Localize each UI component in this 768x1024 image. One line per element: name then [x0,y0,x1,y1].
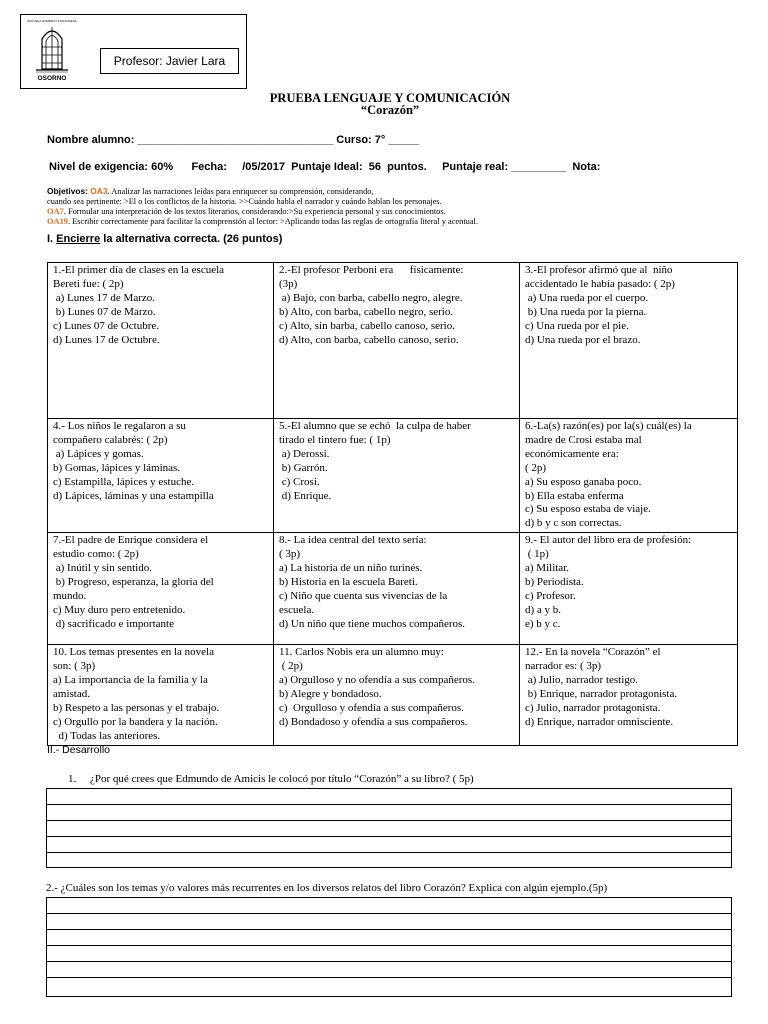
question-line: a) Lunes 17 de Marzo. [53,291,156,304]
question-line: (3p) [279,277,298,290]
question-cell [274,419,520,533]
question-cell [48,645,274,745]
question-line: b) Lunes 07 de Marzo. [53,305,156,318]
question-line: b) Una rueda por la pierna. [525,305,647,318]
answer-line [47,961,731,962]
oa3-code: OA3 [90,186,108,196]
question-line: estudio como: ( 2p) [53,548,139,561]
question-cell [520,263,738,419]
question-line: c) Orgullo por la bandera y la nación. [53,715,218,728]
question-cell [520,419,738,533]
question-line: d) a y b. [525,603,562,616]
question-line: d) Todas las anteriores. [53,729,161,742]
question-line: b) Respeto a las personas y el trabajo. [53,701,220,714]
question-line: narrador es: ( 3p) [525,660,602,673]
question-line: ( 2p) [279,660,303,673]
objectives-label: Objetivos: [47,186,91,196]
question-cell [520,645,738,745]
question-cell [274,645,520,745]
question-cell [48,533,274,645]
answer-line [47,977,731,978]
question-line: a) Bajo, con barba, cabello negro, alegre. [279,291,463,304]
question-line: a) Julio, narrador testigo. [525,674,639,687]
svg-text:ESCUELA HOMERO? FINLANDESA: ESCUELA HOMERO? FINLANDESA [27,19,77,23]
question-line: a) Lápices y gomas. [53,447,144,460]
question-line: económicamente era: [525,447,619,460]
answer-line [47,852,731,853]
question-line: ( 1p) [525,548,549,561]
question-text: 9.- El autor del libro era de profesión: [525,534,692,547]
question-cell [48,263,274,419]
question-line: c) Orgulloso y ofendía a sus compañeros. [279,701,464,714]
question-line: Bereti fue: ( 2p) [53,277,124,290]
question-cell [274,533,520,645]
question-line: a) Su esposo ganaba poco. [525,475,642,488]
question-line: b) Alegre y bondadoso. [279,687,382,700]
question-line: a) La historia de un niño turinés. [279,562,423,575]
oa7-code: OA7 [47,207,64,216]
question-line: d) Bondadoso y ofendía a sus compañeros. [279,715,468,728]
question-line: c) Estampilla, lápices y estuche. [53,475,195,488]
svg-text:OSORNO: OSORNO [37,75,67,82]
question-line: b) Alto, con barba, cabello negro, serio. [279,305,454,318]
question-line: c) Lunes 07 de Octubre. [53,319,159,332]
question-line: b) Enrique, narrador protagonista. [525,687,678,700]
question-line: d) Enrique, narrador omnisciente. [525,715,674,728]
question-text: 8.- La idea central del texto sería: [279,534,427,547]
questions-table [47,262,738,746]
question-line: d) Enrique. [279,489,332,502]
oa19-text: . Escribir correctamente para facilitar la comprensión al lector: >Aplicando todas las reglas de ortografía literal y acentual. [67,217,478,226]
question-line: d) Alto, con barba, cabello canoso, serio. [279,333,459,346]
question-cell [48,419,274,533]
question-line: c) Julio, narrador protagonista. [525,701,661,714]
exam-info-line: Nivel de exigencia: 60% Fecha: /05/2017 Puntaje Ideal: 56 puntos. Puntaje real: _________ Nota: [49,161,601,173]
question-line: d) Una rueda por el brazo. [525,333,641,346]
question-line: ( 2p) [525,461,547,474]
question-line: e) b y c. [525,617,561,630]
question-text: 5.-El alumno que se echó la culpa de haber [279,420,471,432]
question-line: compañero calabrés: ( 2p) [53,433,168,446]
question-text: 3.-El profesor afirmó que al niño [525,264,673,276]
question-line: d) Lápices, láminas y una estampilla [53,489,214,502]
question-line: b) Periodista. [525,575,584,588]
question-line: amistad. [53,687,90,700]
school-logo [24,17,80,85]
question-line: c) Muy duro pero entretenido. [53,603,186,616]
question-line: c) Profesor. [525,589,576,602]
question-line: tirado el tintero fue: ( 1p) [279,433,391,446]
oa7-text: . Formular una interpretación de los textos literarios, considerando:>Su experiencia personal y sus conocimientos. [63,207,446,216]
answer-line [47,836,731,837]
question-line: c) Una rueda por el pie. [525,319,629,332]
question-line: a) Orgulloso y no ofendía a sus compañeros. [279,674,475,687]
question-line: b) Gomas, lápices y láminas. [53,461,181,474]
question-cell [274,263,520,419]
question-line: a) La importancia de la familia y la [53,674,208,687]
question-line: son: ( 3p) [53,660,96,673]
question-line: c) Crosi. [279,475,320,488]
question-line: b) Progreso, esperanza, la gloria del [53,575,214,588]
question-text: 12.- En la novela “Corazón” el [525,646,661,659]
page-title: PRUEBA LENGUAJE Y COMUNICACIÓN [269,91,511,105]
question-cell [520,533,738,645]
question-text: 2.-El profesor Perboni era físicamente: [279,264,464,276]
student-line: Nombre alumno: ________________________________ Curso: 7° _____ [47,134,419,146]
question-line: d) sacrificado e importante [53,617,174,630]
question-line: a) Inútil y sin sentido. [53,562,152,575]
question-line: b) Ella estaba enferma [525,489,624,502]
question-text: 6.-La(s) razón(es) por la(s) cuál(es) la [525,420,692,432]
teacher-name: Profesor: Javier Lara [100,48,239,74]
question-line: c) Niño que cuenta sus vivencias de la [279,589,448,602]
answer-box-2[interactable] [46,897,732,997]
section2-heading: II.- Desarrollo [47,744,111,756]
question-line: d) b y c son correctas. [525,517,622,530]
answer-line [47,804,731,805]
question-line: mundo. [53,589,87,602]
development-question-2: 2.- ¿Cuáles son los temas y/o valores más recurrentes en los diversos relatos del libro Corazón? Explica con algún ejemplo.(5p) [46,882,608,894]
question-text: 10. Los temas presentes en la novela [53,646,214,659]
oa3-text-continued: cuando sea pertinente: >El o los conflictos de la historia. >>Cuándo habla el narrador y cuándo hablan los personajes. [47,197,442,206]
answer-line [47,913,731,914]
question-line: d) Lunes 17 de Octubre. [53,333,160,346]
question-line: a) Militar. [525,562,569,575]
question-text: 11. Carlos Nobis era un alumno muy: [279,646,444,659]
question-line: d) Un niño que tiene muchos compañeros. [279,617,466,630]
question-line: b) Garrón. [279,461,328,474]
question-line: a) Una rueda por el cuerpo. [525,291,649,304]
section1-heading: I. Encierre la alternativa correcta. (26 puntos) [47,233,283,245]
question-text: 7.-El padre de Enrique considera el [53,534,209,547]
question-line: accidentado le había pasado: ( 2p) [525,277,675,290]
oa19-code: OA19 [47,217,68,226]
question-line: c) Alto, sin barba, cabello canoso, serio. [279,319,455,332]
development-question-1: 1. ¿Por qué crees que Edmundo de Amicis le colocó por título “Corazón” a su libro? ( 5p) [68,773,474,785]
page-subtitle: “Corazón” [360,103,420,117]
oa3-text: . Analizar las narraciones leídas para enriquecer su comprensión, considerando, [107,187,374,196]
question-line: a) Derossi. [279,447,330,460]
answer-box-1[interactable] [46,788,732,868]
question-line: b) Historia en la escuela Bareti. [279,575,418,588]
answer-line [47,929,731,930]
question-text: 4.- Los niños le regalaron a su [53,420,186,432]
answer-line [47,945,731,946]
objectives [47,186,478,227]
question-text: 1.-El primer día de clases en la escuela [53,264,225,276]
answer-line [47,820,731,821]
question-line: ( 3p) [279,548,301,561]
question-line: escuela. [279,603,315,616]
question-line: c) Su esposo estaba de viaje. [525,503,651,516]
question-line: madre de Crosi estaba mal [525,433,642,446]
